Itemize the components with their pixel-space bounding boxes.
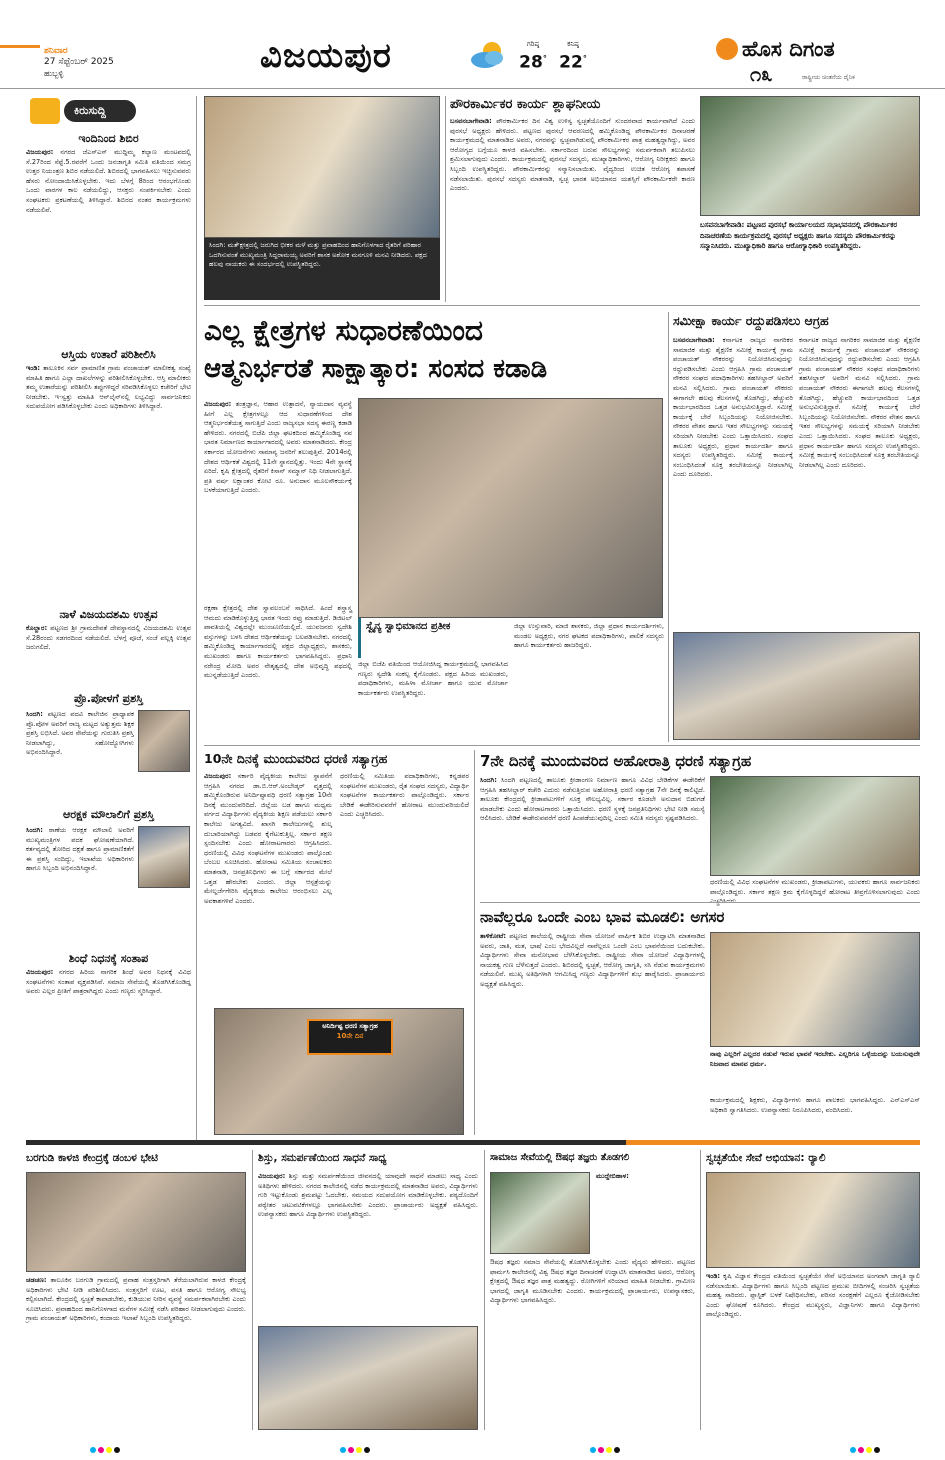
brief-item bbox=[26, 952, 191, 1132]
story-body: ಕೃಷಿ ವಿಜ್ಞಾನ ಕೇಂದ್ರದ ವತಿಯಿಂದ ಸ್ವಚ್ಛತೆಯೇ ಸೇವೆ ಅಭಿಯಾನದ ಅಂಗವಾಗಿ ಜಾಗೃತಿ ರ್‍ಯಾಲಿ ನಡೆಸಲಾಯಿತು. ವಿದ್ಯಾರ್ಥಿಗಳು ಹಾಗೂ ಸಿಬ್ಬಂದಿ ಪಟ್ಟಣದ ಪ್ರಮುಖ ಬೀದಿಗಳಲ್ಲಿ ಸಂಚರಿಸಿ ಸ್ವಚ್ಛತೆಯ ಮಹತ್ವ ಸಾರಿದರು. ಪ್ಲಾಸ್ಟಿಕ್ ಬಳಕೆ ನಿಷೇಧಿಸಬೇಕು, ಪರಿಸರ ಸಂರಕ್ಷಣೆಗೆ ಎಲ್ಲರೂ ಕೈಜೋಡಿಸಬೇಕು ಎಂದು ಘೋಷಣೆ ಕೂಗಿದರು. ಕೇಂದ್ರದ ಮುಖ್ಯಸ್ಥರು, ವಿಜ್ಞಾನಿಗಳು ಹಾಗೂ ವಿದ್ಯಾರ್ಥಿಗಳು ಪಾಲ್ಗೊಂಡಿದ್ದರು. bbox=[706, 1272, 920, 1319]
brief-body: ಪಟ್ಟಣದ ಪದವಿ ಕಾಲೇಜಿನ ಪ್ರಾಧ್ಯಾಪಕ ಪ್ರೊ.ಪೋಳ ಅವರಿಗೆ ರಾಜ್ಯ ಮಟ್ಟದ ಅತ್ಯುತ್ತಮ ಶಿಕ್ಷಕ ಪ್ರಶಸ್ತಿ ಲಭಿಸಿದೆ. ಅವರ ಸೇವೆಯನ್ನು ಗುರುತಿಸಿ ಪ್ರಶಸ್ತಿ ನೀಡಲಾಗಿದ್ದು, ಸಹೋದ್ಯೋಗಿಗಳು ಅಭಿನಂದಿಸಿದ್ದಾರೆ. bbox=[26, 710, 134, 757]
masthead bbox=[0, 0, 945, 90]
bottom-photo bbox=[258, 1326, 478, 1430]
story-dateline: ಸಿಂದಗಿ: bbox=[480, 776, 497, 784]
samikshe-photo bbox=[673, 632, 920, 740]
portrait-photo bbox=[138, 710, 190, 772]
story-body: ಕರ್ನಾಟಕ ರಾಜ್ಯದ ನಾಗರಿಕರ ಸಾಮಾಜಿಕ ಮತ್ತು ಶೈಕ್ಷಣಿಕ ಸಮೀಕ್ಷೆ ಕಾರ್ಯಕ್ಕೆ ಗ್ರಾಮ ಪಂಚಾಯತ್ ನೌಕರರನ್ನು ನಿಯೋಜಿಸಿರುವುದನ್ನು ರದ್ದುಪಡಿಸಬೇಕು ಎಂದು ಆಗ್ರಹಿಸಿ ಗ್ರಾಮ ಪಂಚಾಯತ್ ನೌಕರರ ಸಂಘದ ಪದಾಧಿಕಾರಿಗಳು ತಹಸೀಲ್ದಾರ್ ಅವರಿಗೆ ಮನವಿ ಸಲ್ಲಿಸಿದರು. ಗ್ರಾಮ ಪಂಚಾಯತ್ ನೌಕರರು ಈಗಾಗಲೇ ಹಲವು ಕೆಲಸಗಳಲ್ಲಿ ತೊಡಗಿದ್ದು, ಹೆಚ್ಚುವರಿ ಕಾರ್ಯಭಾರದಿಂದ ಒತ್ತಡ ಅನುಭವಿಸುತ್ತಿದ್ದಾರೆ. ಸಮೀಕ್ಷೆ ಕಾರ್ಯಕ್ಕೆ ಬೇರೆ ಸಿಬ್ಬಂದಿಯನ್ನು ನಿಯೋಜಿಸಬೇಕು. ನೌಕರರ ವೇತನ ಹಾಗೂ ಇತರ ಸೌಲಭ್ಯಗಳನ್ನು ಸಮಯಕ್ಕೆ ಸರಿಯಾಗಿ ನೀಡಬೇಕು ಎಂದು ಒತ್ತಾಯಿಸಿದರು. ಸಂಘದ ತಾಲೂಕು ಅಧ್ಯಕ್ಷರು, ಪ್ರಧಾನ ಕಾರ್ಯದರ್ಶಿ ಹಾಗೂ ಸದಸ್ಯರು ಉಪಸ್ಥಿತರಿದ್ದರು. ಸಮೀಕ್ಷೆ ಕಾರ್ಯಕ್ಕೆ ಸಂಬಂಧಿಸಿದಂತೆ ಸೂಕ್ತ ತರಬೇತಿಯನ್ನೂ ನೀಡಲಾಗಿಲ್ಲ ಎಂದು ದೂರಿದರು. bbox=[673, 336, 793, 479]
story-dateline: ಇಂಡಿ: bbox=[706, 1272, 720, 1280]
brief-title: ಇಂದಿನಿಂದ ಶಿಬಿರ bbox=[78, 132, 139, 145]
date-label: 27 ಸೆಪ್ಟೆಂಬರ್ 2025 bbox=[44, 57, 114, 67]
story-dateline: ವಿಜಯಪುರ: bbox=[258, 1172, 286, 1180]
section-divider bbox=[480, 902, 920, 903]
min-temp: 22 bbox=[559, 52, 583, 73]
paurakarmika-photo bbox=[700, 96, 920, 216]
brief-title: ಆಸ್ತಿಯ ಉತಾರೆ ಪರಿಶೀಲಿಸಿ bbox=[61, 348, 156, 361]
story-headline: 7ನೇ ದಿನಕ್ಕೆ ಮುಂದುವರಿದ ಅಹೋರಾತ್ರಿ ಧರಣಿ ಸತ್ಯಾಗ್ರಹ bbox=[480, 752, 752, 770]
min-deg: ° bbox=[582, 54, 587, 63]
story-body-2: ಧರಣಿಯಲ್ಲಿ ವಿವಿಧ ಸಂಘಟನೆಗಳ ಮುಖಂಡರು, ಕ್ರೀಡಾಪಟುಗಳು, ಯುವಕರು ಹಾಗೂ ಸಾರ್ವಜನಿಕರು ಪಾಲ್ಗೊಂಡಿದ್ದರು. ಸರ್ಕಾರ ತಕ್ಷಣ ಕ್ರಮ ಕೈಗೊಳ್ಳದಿದ್ದರೆ ಹೋರಾಟ ತೀವ್ರಗೊಳಿಸಲಾಗುವುದು ಎಂದು bbox=[710, 878, 920, 896]
column-divider bbox=[668, 312, 669, 742]
lead-col-1 bbox=[204, 400, 352, 600]
bottom-story bbox=[490, 1150, 695, 1430]
bottom-story bbox=[706, 1150, 920, 1430]
story-dateline: ತಾಳಿಕೋಟೆ: bbox=[480, 932, 506, 940]
column-divider bbox=[484, 1150, 485, 1430]
brief-title: ಪ್ರೊ.ಪೋಳಗೆ ಪ್ರಶಸ್ತಿ bbox=[74, 692, 143, 705]
min-temp-block bbox=[553, 40, 593, 74]
lead-col-4 bbox=[514, 622, 664, 740]
max-temp: 28 bbox=[519, 52, 543, 73]
min-label: ಕನಿಷ್ಠ bbox=[567, 40, 579, 48]
brief-dateline: ಸಿಂದಗಿ: bbox=[26, 826, 43, 834]
story-body-2: ಧರಣಿಯಲ್ಲಿ ಸಮಿತಿಯ ಪದಾಧಿಕಾರಿಗಳು, ಕನ್ನಡಪರ ಸಂಘಟನೆಗಳ ಮುಖಂಡರು, ರೈತ ಸಂಘದ ಸದಸ್ಯರು, ವಿದ್ಯಾರ್ಥಿ ಸಂಘಟನೆಗಳ ಕಾರ್ಯಕರ್ತರು ಪಾಲ್ಗೊಂಡಿದ್ದರು. ಸರ್ಕಾರ ಬೇಡಿಕೆ ಈಡೇರಿಸುವವರೆಗೆ ಹೋರಾಟ ಮುಂದುವರಿಯಲಿದೆ ಎಂದು ಎಚ್ಚರಿಸಿದರು. bbox=[340, 772, 469, 819]
lead-col-3 bbox=[358, 660, 508, 740]
brief-body: ತಾಲೂಕಿನ ಸರ್ವ ಪ್ರಾಮಾಣಿತ ಗ್ರಾಮ ಪಂಚಾಯತ್ ಮಾಲೀಕತ್ವ ಸಂಖ್ಯೆ ಮಾಹಿತಿ ಹಾಗೂ ಎಲ್ಲಾ ದಾಖಲೆಗಳನ್ನು ಪರಿಶೀಲಿಸಿಕೊಳ್ಳಬೇಕು. ಆಸ್ತಿ ಮಾಲೀಕರು ತಮ್ಮ ಉತಾರೆಯನ್ನು ಪರಿಶೀಲಿಸಿ ತಪ್ಪುಗಳಿದ್ದರೆ ಸರಿಪಡಿಸಿಕೊಳ್ಳಲು ಕಚೇರಿಗೆ ಭೇಟಿ ನೀಡಬೇಕು. ಇ-ಸ್ವತ್ತು ಮಾಹಿತಿ ಆನ್‌ಲೈನ್‌ನಲ್ಲಿ ಲಭ್ಯವಿದ್ದು ಸಾರ್ವಜನಿಕರು ಸದುಪಯೋಗ ಪಡಿಸಿಕೊಳ್ಳಬೇಕು ಎಂದು ಅಧಿಕಾರಿಗಳು ತಿಳಿಸಿದ್ದಾರೆ. bbox=[26, 364, 191, 411]
bottom-photo bbox=[26, 1172, 246, 1272]
lead-body-2: ರಕ್ಷಣಾ ಕ್ಷೇತ್ರದಲ್ಲಿ ದೇಶ ಸ್ವಾವಲಂಬನೆ ಸಾಧಿಸಿದೆ. ಹಿಂದೆ ಶಸ್ತ್ರಾಸ್ತ್ರ ಆಮದು ಮಾಡಿಕೊಳ್ಳುತ್ತಿದ್ದ ಭಾರತ ಇಂದು ರಫ್ತು ಮಾಡುತ್ತಿದೆ. ಡಿಜಿಟಲ್ ಪಾವತಿಯಲ್ಲಿ ವಿಶ್ವದಲ್ಲೇ ಮುಂಚೂಣಿಯಲ್ಲಿದೆ. ಯುವಜನರು ಸ್ವದೇಶಿ ವಸ್ತುಗಳನ್ನು ಬಳಸಿ ದೇಶದ ಆರ್ಥಿಕತೆಯನ್ನು ಬಲಪಡಿಸಬೇಕು. ನಗರದಲ್ಲಿ ಹಮ್ಮಿಕೊಂಡಿದ್ದ ಕಾರ್ಯಾಗಾರದಲ್ಲಿ ಪಕ್ಷದ ಜಿಲ್ಲಾಧ್ಯಕ್ಷರು, ಶಾಸಕರು, ಮುಖಂಡರು ಹಾಗೂ ಕಾರ್ಯಕರ್ತರು ಭಾಗವಹಿಸಿದ್ದರು. ಪ್ರಧಾನಿ ನರೇಂದ್ರ ಮೋದಿ ಅವರ ನೇತೃತ್ವದಲ್ಲಿ ದೇಶ ಅಭಿವೃದ್ಧಿ ಪಥದಲ್ಲಿ ಮುನ್ನಡೆಯುತ್ತಿದೆ ಎಂದರು. bbox=[204, 604, 352, 680]
story-body: ಪಟ್ಟಣದ ಶಾಲೆಯಲ್ಲಿ ರಾಷ್ಟ್ರೀಯ ಸೇವಾ ಯೋಜನೆ ವಾರ್ಷಿಕ ಶಿಬಿರ ಉದ್ಘಾಟಿಸಿ ಮಾತನಾಡಿದ ಅವರು, ಜಾತಿ, ಮತ, ಭಾಷೆ ಎಂಬ ಭೇದವಿಲ್ಲದೆ ನಾವೆಲ್ಲರೂ ಒಂದೇ ಎಂಬ ಭಾವನೆಯಿಂದ ಬದುಕಬೇಕು. ವಿದ್ಯಾರ್ಥಿಗಳು ಸೇವಾ ಮನೋಭಾವ ಬೆಳೆಸಿಕೊಳ್ಳಬೇಕು. ರಾಷ್ಟ್ರೀಯ ಸೇವಾ ಯೋಜನೆ ವಿದ್ಯಾರ್ಥಿಗಳಲ್ಲಿ ನಾಯಕತ್ವ ಗುಣ ಬೆಳೆಸುತ್ತದೆ ಎಂದರು. ಶಿಬಿರದಲ್ಲಿ ಸ್ವಚ್ಛತೆ, ಆರೋಗ್ಯ ಜಾಗೃತಿ, ಸಸಿ ನೆಡುವ ಕಾರ್ಯಕ್ರಮಗಳು ನಡೆಯಲಿವೆ. ಮುಖ್ಯ ಅತಿಥಿಗಳಾಗಿ ಆಗಮಿಸಿದ್ದ ಗಣ್ಯರು ವಿದ್ಯಾರ್ಥಿಗಳಿಗೆ ಶುಭ ಹಾರೈಸಿದರು. ಪ್ರಾಚಾರ್ಯರು ಅಧ್ಯಕ್ಷತೆ ವಹಿಸಿದ್ದರು. bbox=[480, 932, 705, 988]
registration-marks bbox=[590, 1438, 640, 1448]
brief-body: ಪಟ್ಟಣದ ಶ್ರೀ ಗ್ರಾಮದೇವತೆ ದೇವಸ್ಥಾನದಲ್ಲಿ ವಿಜಯದಶಮಿ ಉತ್ಸವ ಸೆ.28ರಂದು ಸಡಗರದಿಂದ ನಡೆಯಲಿದೆ. ಬೆಳಗ್ಗೆ ಪೂಜೆ, ಸಂಜೆ ಪಲ್ಲಕ್ಕಿ ಉತ್ಸವ ಜರುಗಲಿದೆ. bbox=[26, 624, 191, 652]
lead-photo-caption bbox=[358, 618, 508, 658]
lead-headline-line2: ಆತ್ಮನಿರ್ಭರತೆ ಸಾಕ್ಷಾತ್ಕಾರ: ಸಂಸದ ಕಡಾಡಿ bbox=[204, 354, 548, 384]
lead-headline-line1: ಎಲ್ಲ ಕ್ಷೇತ್ರಗಳ ಸುಧಾರಣೆಯಿಂದ bbox=[204, 314, 483, 347]
masthead-date-block bbox=[44, 46, 164, 90]
lead-body-4: ಜಿಲ್ಲಾ ಉಸ್ತುವಾರಿ, ಮಾಜಿ ಶಾಸಕರು, ಜಿಲ್ಲಾ ಪ್ರಧಾನ ಕಾರ್ಯದರ್ಶಿಗಳು, ಮಂಡಲ ಅಧ್ಯಕ್ಷರು, ನಗರ ಘಟಕದ ಪದಾಧಿಕಾರಿಗಳು, ಪಾಲಿಕೆ ಸದಸ್ಯರು ಹಾಗೂ ಕಾರ್ಯಕರ್ತರು ಹಾಜರಿದ್ದರು. bbox=[514, 622, 664, 650]
brand-name: ಹೊಸ ದಿಗಂತ bbox=[742, 37, 835, 61]
lead-body-3: ಜಿಲ್ಲಾ ಬಿಜೆಪಿ ವತಿಯಿಂದ ಆಯೋಜಿಸಿದ್ದ ಕಾರ್ಯಕ್ರಮದಲ್ಲಿ ಭಾಗವಹಿಸಿದ ಗಣ್ಯರು ಸ್ವದೇಶಿ ಸಂಕಲ್ಪ ಕೈಗೊಂಡರು. ಪಕ್ಷದ ಹಿರಿಯ ಮುಖಂಡರು, ಪದಾಧಿಕಾರಿಗಳು, ಮಹಿಳಾ ಮೋರ್ಚಾ ಹಾಗೂ ಯುವ ಮೋರ್ಚಾ ಕಾರ್ಯಕರ್ತರು ಉಪಸ್ಥಿತರಿದ್ದರು. bbox=[358, 660, 508, 697]
dharani-banner bbox=[307, 1019, 393, 1055]
story-body-2: ಕಾರ್ಯಕ್ರಮದಲ್ಲಿ ಶಿಕ್ಷಕರು, ವಿದ್ಯಾರ್ಥಿಗಳು ಹಾಗೂ ಪಾಲಕರು ಭಾಗವಹಿಸಿದ್ದರು. ಎನ್‌ಎಸ್‌ಎಸ್ ಅಧಿಕಾರಿ ಸ್ವಾಗತಿಸಿದರು. ಉಪನ್ಯಾಸಕರು ನಿರೂಪಿಸಿದರು, ವಂದಿಸಿದರು. bbox=[710, 1096, 920, 1114]
brand-tagline: ರಾಷ್ಟ್ರೀಯ ಚಿಂತನೆಯ ದೈನಿಕ bbox=[802, 74, 855, 81]
bottom-divider-dark bbox=[26, 1140, 626, 1145]
story-headline: ನಾವೆಲ್ಲರೂ ಒಂದೇ ಎಂಬ ಭಾವ ಮೂಡಲಿ: ಅಗಸರ bbox=[480, 908, 725, 926]
column-divider bbox=[474, 750, 475, 1135]
lead-photo-caption-title: ಸ್ವೈನ್ಯ ಸ್ವಾಭಿಮಾನದ ಪ್ರತೀಕ bbox=[366, 621, 451, 632]
section-divider bbox=[204, 305, 920, 306]
story-headline: ಸಮೀಕ್ಷಾ ಕಾರ್ಯ ರದ್ದುಪಡಿಸಲು ಆಗ್ರಹ bbox=[673, 313, 829, 328]
brief-item bbox=[26, 348, 191, 598]
lead-photo bbox=[358, 398, 663, 618]
banner-title: ಅನಿರ್ದಿಷ್ಟ ಧರಣಿ ಸತ್ಯಾಗ್ರಹ bbox=[322, 1022, 378, 1030]
bottom-story bbox=[258, 1150, 478, 1430]
section-divider bbox=[204, 745, 920, 746]
bottom-story bbox=[26, 1150, 246, 1430]
weather-icon bbox=[468, 38, 508, 72]
lead-dateline: ವಿಜಯಪುರ: bbox=[204, 400, 232, 408]
samikshe-story bbox=[673, 312, 920, 742]
dharani10-photo bbox=[214, 1008, 464, 1135]
brief-body: ಠಾಣೆಯ ಆರಕ್ಷಕ ಮೌಲಾಲಿ ಅವರಿಗೆ ಮುಖ್ಯಮಂತ್ರಿಗಳ ಪದಕ ಘೋಷಣೆಯಾಗಿದೆ. ಕರ್ತವ್ಯದಲ್ಲಿ ತೋರಿದ ದಕ್ಷತೆ ಹಾಗೂ ಪ್ರಾಮಾಣಿಕತೆಗೆ ಈ ಪ್ರಶಸ್ತಿ ಸಂದಿದ್ದು, ಇಲಾಖೆಯ ಅಧಿಕಾರಿಗಳು ಹಾಗೂ ಸಿಬ್ಬಂದಿ ಅಭಿನಂದಿಸಿದ್ದಾರೆ. bbox=[26, 826, 134, 873]
page-title: ವಿಜಯಪುರ bbox=[260, 36, 392, 76]
story-headline: 10ನೇ ದಿನಕ್ಕೆ ಮುಂದುವರಿದ ಧರಣಿ ಸತ್ಯಾಗ್ರಹ bbox=[204, 751, 388, 766]
day-label: ಶನಿವಾರ bbox=[44, 46, 68, 56]
hand-icon bbox=[30, 98, 60, 124]
top-photo bbox=[204, 96, 440, 238]
story-dateline: ಮುದ್ದೇಬಿಹಾಳ: bbox=[596, 1172, 629, 1180]
page-number: ೧೩ bbox=[750, 62, 773, 86]
naavellaru-photo bbox=[710, 932, 920, 1047]
masthead-rule bbox=[0, 88, 945, 89]
kirusuddi-header bbox=[26, 96, 191, 126]
brief-title: ಆರಕ್ಷಕ ಮೌಲಾಲಿಗೆ ಪ್ರಶಸ್ತಿ bbox=[63, 808, 154, 821]
masthead-orange-line bbox=[0, 45, 40, 48]
lead-body-1: ತಂತ್ರಜ್ಞಾನ, ಆಹಾರ ಉತ್ಪಾದನೆ, ನ್ಯಾಯದಾನ ವ್ಯವಸ್ಥೆ ಹೀಗೆ ಎಲ್ಲ ಕ್ಷೇತ್ರಗಳಲ್ಲೂ ಆದ ಸುಧಾರಣೆಗಳಿಂದ ದೇಶ ಆತ್ಮನಿರ್ಭರತೆಯತ್ತ ಸಾಗುತ್ತಿದೆ ಎಂದು ರಾಜ್ಯಸಭಾ ಸದಸ್ಯ ಈರಣ್ಣ ಕಡಾಡಿ ಹೇಳಿದರು. ನಗರದಲ್ಲಿ ಬಿಜೆಪಿ ಜಿಲ್ಲಾ ಘಟಕದಿಂದ ಹಮ್ಮಿಕೊಂಡಿದ್ದ ನವ ಭಾರತ ನಿರ್ಮಾಣದ ಕಾರ್ಯಾಗಾರದಲ್ಲಿ ಅವರು ಮಾತನಾಡಿದರು. ಕೇಂದ್ರ ಸರ್ಕಾರದ ಯೋಜನೆಗಳು ಸಾಮಾನ್ಯ ಜನರಿಗೆ ತಲುಪುತ್ತಿವೆ. 2014ರಲ್ಲಿ ದೇಶದ ಆರ್ಥಿಕತೆ ವಿಶ್ವದಲ್ಲಿ 11ನೇ ಸ್ಥಾನದಲ್ಲಿತ್ತು. ಇಂದು 4ನೇ ಸ್ಥಾನಕ್ಕೆ ಏರಿದೆ. ಕೃಷಿ ಕ್ಷೇತ್ರದಲ್ಲಿ ರೈತರಿಗೆ ಕಿಸಾನ್ ಸಮ್ಮಾನ್ ನಿಧಿ ನೀಡಲಾಗುತ್ತಿದೆ. ಪ್ರತಿ ವರ್ಷ ಲಕ್ಷಾಂತರ ಕೋಟಿ ರೂ. ಅನುದಾನ ಮೂಲಸೌಕರ್ಯಕ್ಕೆ ಬಳಕೆಯಾಗುತ್ತಿದೆ ಎಂದರು. bbox=[204, 400, 352, 495]
brief-dateline: ವಿಜಯಪುರ: bbox=[26, 148, 54, 156]
lead-col-1b bbox=[204, 604, 352, 740]
photo-caption: ನಾವು ಎಲ್ಲರಿಗೆ ಎಲ್ಲದರ ನಡುವೆ ಇರುವ ಭಾವನೆ ಇರಬೇಕು. ಎಲ್ಲರಿಗೂ ಒಳ್ಳೆಯದನ್ನು ಬಯಸುವುದೇ ನಿಜವಾದ ಮಾನವ ಧರ್ಮ. bbox=[710, 1050, 920, 1068]
dharani10-story bbox=[204, 750, 469, 1135]
registration-marks bbox=[850, 1438, 900, 1448]
column-divider bbox=[196, 96, 197, 1141]
brief-title: ನಾಳೆ ವಿಜಯದಶಮಿ ಉತ್ಸವ bbox=[59, 608, 158, 621]
brief-dateline: ಇಂಡಿ: bbox=[26, 364, 40, 372]
portrait-photo bbox=[138, 826, 190, 888]
ahoratri-story bbox=[480, 750, 920, 900]
brief-dateline: ಸಿಂದಗಿ: bbox=[26, 710, 43, 718]
story-dateline: ಚಡಚಣ: bbox=[26, 1276, 47, 1284]
banner-sub: 10ನೇ ದಿನ bbox=[336, 1032, 364, 1040]
story-headline: ಸ್ವಚ್ಛತೆಯೇ ಸೇವೆ ಅಭಿಯಾನ: ರ್‍ಯಾಲಿ bbox=[706, 1152, 826, 1164]
brief-item bbox=[26, 692, 191, 804]
ahoratri-photo bbox=[710, 776, 920, 876]
story-body: ಔಷಧ ತಜ್ಞರು ಸಮಾಜ ಸೇವೆಯಲ್ಲಿ ತೊಡಗಿಸಿಕೊಳ್ಳಬೇಕು ಎಂದು ವೈದ್ಯರು ಹೇಳಿದರು. ಪಟ್ಟಣದ ಫಾರ್ಮಸಿ ಕಾಲೇಜಿನಲ್ಲಿ ವಿಶ್ವ ಔಷಧ ತಜ್ಞರ ದಿನಾಚರಣೆ ಉದ್ಘಾಟಿಸಿ ಮಾತನಾಡಿದ ಅವರು, ಆರೋಗ್ಯ ಕ್ಷೇತ್ರದಲ್ಲಿ ಔಷಧ ತಜ್ಞರ ಪಾತ್ರ ಮಹತ್ವದ್ದು. ರೋಗಿಗಳಿಗೆ ಸರಿಯಾದ ಮಾಹಿತಿ ನೀಡಬೇಕು. ಗ್ರಾಮೀಣ ಭಾಗದಲ್ಲಿ ಜಾಗೃತಿ ಮೂಡಿಸಬೇಕು ಎಂದರು. ಕಾರ್ಯಕ್ರಮದಲ್ಲಿ ಪ್ರಾಚಾರ್ಯರು, ಉಪನ್ಯಾಸಕರು, ವಿದ್ಯಾರ್ಥಿಗಳು ಭಾಗವಹಿಸಿದ್ದರು. bbox=[490, 1258, 695, 1305]
registration-marks bbox=[340, 1438, 390, 1448]
brief-dateline: ಕೊಲ್ಹಾರ: bbox=[26, 624, 48, 632]
bottom-photo bbox=[490, 1172, 590, 1254]
brief-item bbox=[26, 608, 191, 688]
max-temp-block bbox=[513, 40, 553, 74]
story-body: ಶಿಸ್ತು ಮತ್ತು ಸಮರ್ಪಣೆಯಿಂದ ಜೀವನದಲ್ಲಿ ಯಾವುದೇ ಸಾಧನೆ ಮಾಡಲು ಸಾಧ್ಯ ಎಂದು ಅತಿಥಿಗಳು ಹೇಳಿದರು. ನಗರದ ಕಾಲೇಜಿನಲ್ಲಿ ನಡೆದ ಕಾರ್ಯಕ್ರಮದಲ್ಲಿ ಮಾತನಾಡಿದ ಅವರು, ವಿದ್ಯಾರ್ಥಿಗಳು ಗುರಿ ಇಟ್ಟುಕೊಂಡು ಶ್ರಮಪಟ್ಟು ಓದಬೇಕು. ಸಮಯದ ಸದುಪಯೋಗ ಮಾಡಿಕೊಳ್ಳಬೇಕು. ಪಠ್ಯದೊಂದಿಗೆ ಪಠ್ಯೇತರ ಚಟುವಟಿಕೆಗಳಲ್ಲೂ ಭಾಗವಹಿಸಬೇಕು ಎಂದರು. ಪ್ರಾಚಾರ್ಯರು ಅಧ್ಯಕ್ಷತೆ ವಹಿಸಿದ್ದರು. ಉಪನ್ಯಾಸಕರು ಹಾಗೂ ವಿದ್ಯಾರ್ಥಿಗಳು ಉಪಸ್ಥಿತರಿದ್ದರು. bbox=[258, 1172, 478, 1219]
max-label: ಗರಿಷ್ಠ bbox=[526, 40, 540, 48]
top-photo-caption: ಸಿಂದಗಿ: ಮತ್ಕ್ಷೇತ್ರದಲ್ಲಿ ಜರುಗಿದ ಭೀಕರ ಮಳೆ ಮತ್ತು ಪ್ರವಾಹದಿಂದ ಹಾನಿಗೊಳಗಾದ ರೈತರಿಗೆ ಪರಿಹಾರ ಒದಗಿಸುವಂತೆ ಮುಖ್ಯಮಂತ್ರಿ ಸಿದ್ದರಾಮಯ್ಯ ಅವರಿಗೆ ಶಾಸಕ ಅಶೋಕ ಮನಗೂಳಿ ಮನವಿ ನೀಡಿದರು. ಪಕ್ಷದ ಹಲವು ನಾಯಕರು ಈ ಸಂದರ್ಭದಲ್ಲಿ ಉಪಸ್ಥಿತರಿದ್ದರು. bbox=[204, 238, 440, 300]
max-deg: ° bbox=[542, 54, 547, 63]
brand-emblem-icon bbox=[716, 38, 738, 60]
brief-item bbox=[26, 808, 191, 948]
lead-headline bbox=[204, 312, 664, 392]
registration-marks bbox=[90, 1438, 140, 1448]
bottom-divider-accent bbox=[626, 1140, 920, 1145]
kirusuddi-column bbox=[26, 96, 191, 1141]
naavellaru-story bbox=[480, 906, 920, 1136]
story-dateline: ಬಸವನಬಾಗೇವಾಡಿ: bbox=[450, 117, 492, 125]
story-body: ತಾಲೂಕಿನ ಬರಗುಡಿ ಗ್ರಾಮದಲ್ಲಿ ಪ್ರವಾಹ ಸಂತ್ರಸ್ತರಿಗಾಗಿ ತೆರೆಯಲಾಗಿರುವ ಕಾಳಜಿ ಕೇಂದ್ರಕ್ಕೆ ಅಧಿಕಾರಿಗಳು ಭೇಟಿ ನೀಡಿ ಪರಿಶೀಲಿಸಿದರು. ಸಂತ್ರಸ್ತರಿಗೆ ಊಟ, ವಸತಿ ಹಾಗೂ ಆರೋಗ್ಯ ಸೌಲಭ್ಯ ಕಲ್ಪಿಸಲಾಗಿದೆ. ಕೇಂದ್ರದಲ್ಲಿ ಸ್ವಚ್ಛತೆ ಕಾಪಾಡಬೇಕು, ಕುಡಿಯುವ ನೀರಿನ ವ್ಯವಸ್ಥೆ ಸಮರ್ಪಕವಾಗಿರಬೇಕು ಎಂದು ಸೂಚಿಸಿದರು. ಪ್ರವಾಹದಿಂದ ಹಾನಿಗೊಳಗಾದ ಮನೆಗಳ ಸಮೀಕ್ಷೆ ನಡೆಸಿ ಪರಿಹಾರ ನೀಡಲಾಗುವುದು ಎಂದರು. ಗ್ರಾಮ ಪಂಚಾಯತ್ ಅಧಿಕಾರಿಗಳು, ಕಂದಾಯ ಇಲಾಖೆ ಸಿಬ್ಬಂದಿ ಉಪಸ್ಥಿತರಿದ್ದರು. bbox=[26, 1276, 246, 1323]
brief-item bbox=[26, 132, 191, 292]
column-divider bbox=[252, 1150, 253, 1430]
column-divider bbox=[700, 1150, 701, 1430]
story-headline: ಪೌರಕಾರ್ಮಿಕರ ಕಾರ್ಯ ಶ್ಲಾಘನೀಯ bbox=[450, 97, 601, 112]
story-body: ಸಿಂದಗಿ ಪಟ್ಟಣದಲ್ಲಿ ತಾಲೂಕು ಕ್ರೀಡಾಂಗಣ ನಿರ್ಮಾಣ ಹಾಗೂ ವಿವಿಧ ಬೇಡಿಕೆಗಳ ಈಡೇರಿಕೆಗೆ ಆಗ್ರಹಿಸಿ ತಹಸೀಲ್ದಾರ್ ಕಚೇರಿ ಎದುರು ನಡೆಸುತ್ತಿರುವ ಅಹೋರಾತ್ರಿ ಧರಣಿ ಸತ್ಯಾಗ್ರಹ 7ನೇ ದಿನಕ್ಕೆ ಕಾಲಿಟ್ಟಿದೆ. ತಾಲೂಕು ಕೇಂದ್ರದಲ್ಲಿ ಕ್ರೀಡಾಪಟುಗಳಿಗೆ ಸೂಕ್ತ ಸೌಲಭ್ಯವಿಲ್ಲ. ಸರ್ಕಾರ ಕೂಡಲೇ ಅನುದಾನ ಬಿಡುಗಡೆ ಮಾಡಬೇಕು ಎಂದು ಹೋರಾಟಗಾರರು ಒತ್ತಾಯಿಸಿದರು. ಧರಣಿ ಸ್ಥಳಕ್ಕೆ ಜನಪ್ರತಿನಿಧಿಗಳು ಭೇಟಿ ನೀಡಿ ಸಮಸ್ಯೆ ಆಲಿಸಿದರು. ಬೇಡಿಕೆ ಈಡೇರುವವರೆಗೆ ಧರಣಿ ಹಿಂಪಡೆಯುವುದಿಲ್ಲ ಎಂದು ಸಮಿತಿ ಸದಸ್ಯರು ಸ್ಪಷ್ಟಪಡಿಸಿದರು. bbox=[480, 776, 705, 823]
paurakarmika-caption: ಬಸವನಬಾಗೇವಾಡಿ: ಪಟ್ಟಣದ ಪುರಸಭೆ ಕಾರ್ಯಾಲಯದ ಸಭಾಭವನದಲ್ಲಿ ಪೌರಕಾರ್ಮಿಕರ ದಿನಾಚರಣೆಯ ಕಾರ್ಯಕ್ರಮದಲ್ಲಿ ಪುರಸಭೆ ಅಧ್ಯಕ್ಷರು ಹಾಗೂ ಸದಸ್ಯರು ಪೌರಕಾರ್ಮಿಕರನ್ನು ಸನ್ಮಾನಿಸಿದರು. ಮುಖ್ಯಾಧಿಕಾರಿ ಹಾಗೂ ಆರೋಗ್ಯಾಧಿಕಾರಿ ಉಪಸ್ಥಿತರಿದ್ದರು. bbox=[700, 221, 898, 250]
brief-dateline: ವಿಜಯಪುರ: bbox=[26, 968, 54, 976]
kirusuddi-label: ಕಿರುಸುದ್ದಿ bbox=[74, 104, 106, 117]
paurakarmika-story bbox=[450, 96, 695, 302]
story-headline: ಸಾಮಾಜ ಸೇವೆಯಲ್ಲಿ ಔಷಧ ತಜ್ಞರು ತೊಡಗಲಿ bbox=[490, 1152, 630, 1163]
story-headline: ಬರಗುಡಿ ಕಾಳಜಿ ಕೇಂದ್ರಕ್ಕೆ ಡಂಬಳ ಭೇಟಿ bbox=[26, 1152, 158, 1164]
brief-body: ನಗರದ ಜೆಎಸ್‌ಎಸ್ ಮುದ್ದಿಮ್ಮ ಕಲ್ಯಾಣ ಮಂಟಪದಲ್ಲಿ ಸೆ.27ರಿಂದ ಸೆಪ್ಟೆ.5.ರವರೆಗೆ ಒಂದು ಜನಜಾಗೃತಿ ಸಮಿತಿ ವತಿಯಿಂದ ಸಮಗ್ರ ಉತ್ತರ ನಿಯಂತ್ರಣ ಶಿಬಿರ ನಡೆಯಲಿದೆ. ಶಿಬಿರದಲ್ಲಿ ಭಾಗವಹಿಸಲು ಇಚ್ಛಿಸುವವರು ಹೆಸರು ನೋಂದಾಯಿಸಿಕೊಳ್ಳಬೇಕು. ಇದು ಬೆಳಗ್ಗೆ 8ರಿಂದ ಆರಂಭಗೊಂಡು ಒಂದು ವಾರಗಳ ಕಾಲ ನಡೆಯಲಿದ್ದು, ಆಸಕ್ತರು ಸಂಪರ್ಕಿಸಬೇಕು ಎಂದು ಸಂಘಟಕರು ಪ್ರಕಟಣೆಯಲ್ಲಿ ತಿಳಿಸಿದ್ದಾರೆ. ಶಿಬಿರದ ನಂತರ ಕಾರ್ಯಕ್ರಮಗಳು ನಡೆಯಲಿವೆ. bbox=[26, 148, 191, 214]
story-body-cont: ಕರ್ನಾಟಕ ರಾಜ್ಯದ ನಾಗರಿಕರ ಸಾಮಾಜಿಕ ಮತ್ತು ಶೈಕ್ಷಣಿಕ ಸಮೀಕ್ಷೆ ಕಾರ್ಯಕ್ಕೆ ಗ್ರಾಮ ಪಂಚಾಯತ್ ನೌಕರರನ್ನು ನಿಯೋಜಿಸಿರುವುದನ್ನು ರದ್ದುಪಡಿಸಬೇಕು ಎಂದು ಆಗ್ರಹಿಸಿ ಗ್ರಾಮ ಪಂಚಾಯತ್ ನೌಕರರ ಸಂಘದ ಪದಾಧಿಕಾರಿಗಳು ತಹಸೀಲ್ದಾರ್ ಅವರಿಗೆ ಮನವಿ ಸಲ್ಲಿಸಿದರು. ಗ್ರಾಮ ಪಂಚಾಯತ್ ನೌಕರರು ಈಗಾಗಲೇ ಹಲವು ಕೆಲಸಗಳಲ್ಲಿ ತೊಡಗಿದ್ದು, ಹೆಚ್ಚುವರಿ ಕಾರ್ಯಭಾರದಿಂದ ಒತ್ತಡ ಅನುಭವಿಸುತ್ತಿದ್ದಾರೆ. ಸಮೀಕ್ಷೆ ಕಾರ್ಯಕ್ಕೆ ಬೇರೆ ಸಿಬ್ಬಂದಿಯನ್ನು ನಿಯೋಜಿಸಬೇಕು. ನೌಕರರ ವೇತನ ಹಾಗೂ ಇತರ ಸೌಲಭ್ಯಗಳನ್ನು ಸಮಯಕ್ಕೆ ಸರಿಯಾಗಿ ನೀಡಬೇಕು ಎಂದು ಒತ್ತಾಯಿಸಿದರು. ಸಂಘದ ತಾಲೂಕು ಅಧ್ಯಕ್ಷರು, ಪ್ರಧಾನ ಕಾರ್ಯದರ್ಶಿ ಹಾಗೂ ಸದಸ್ಯರು ಉಪಸ್ಥಿತರಿದ್ದರು. ಸಮೀಕ್ಷೆ ಕಾರ್ಯಕ್ಕೆ ಸಂಬಂಧಿಸಿದಂತೆ ಸೂಕ್ತ ತರಬೇತಿಯನ್ನೂ ನೀಡಲಾಗಿಲ್ಲ ಎಂದು ದೂರಿದರು. bbox=[799, 336, 920, 469]
column-divider bbox=[445, 96, 446, 302]
brand-logo bbox=[716, 36, 902, 88]
story-body: ಸರ್ಕಾರಿ ವೈದ್ಯಕೀಯ ಕಾಲೇಜು ಸ್ಥಾಪನೆಗೆ ಆಗ್ರಹಿಸಿ ನಗರದ ಡಾ.ಬಿ.ಆರ್.ಅಂಬೇಡ್ಕರ್ ವೃತ್ತದಲ್ಲಿ ಹಮ್ಮಿಕೊಂಡಿರುವ ಅನಿರ್ದಿಷ್ಟಾವಧಿ ಧರಣಿ ಸತ್ಯಾಗ್ರಹ 10ನೇ ದಿನಕ್ಕೆ ಮುಂದುವರಿದಿದೆ. ಜಿಲ್ಲೆಯ ಬಡ ಹಾಗೂ ಮಧ್ಯಮ ವರ್ಗದ ವಿದ್ಯಾರ್ಥಿಗಳು ವೈದ್ಯಕೀಯ ಶಿಕ್ಷಣ ಪಡೆಯಲು ಸರ್ಕಾರಿ ಕಾಲೇಜು ಅಗತ್ಯವಿದೆ. ಖಾಸಗಿ ಕಾಲೇಜುಗಳಲ್ಲಿ ಶುಲ್ಕ ದುಬಾರಿಯಾಗಿದ್ದು ಬಡವರ ಕೈಗೆಟುಕುತ್ತಿಲ್ಲ. ಸರ್ಕಾರ ತಕ್ಷಣ ಸ್ಪಂದಿಸಬೇಕು ಎಂದು ಹೋರಾಟಗಾರರು ಆಗ್ರಹಿಸಿದರು. ಧರಣಿಯಲ್ಲಿ ವಿವಿಧ ಸಂಘಟನೆಗಳ ಮುಖಂಡರು ಪಾಲ್ಗೊಂಡು ಬೆಂಬಲ ಸೂಚಿಸಿದರು. ಹೋರಾಟ ಸಮಿತಿಯ ಸಂಚಾಲಕರು ಮಾತನಾಡಿ, ಜನಪ್ರತಿನಿಧಿಗಳು ಈ ಬಗ್ಗೆ ಸರ್ಕಾರದ ಮೇಲೆ ಒತ್ತಡ ಹೇರಬೇಕು ಎಂದರು. ಜಿಲ್ಲಾ ಆಸ್ಪತ್ರೆಯನ್ನು ಮೇಲ್ದರ್ಜೆಗೇರಿಸಿ ವೈದ್ಯಕೀಯ ಕಾಲೇಜು ಆರಂಭಿಸಲು ಎಲ್ಲ ಅವಕಾಶಗಳಿವೆ ಎಂದರು. bbox=[204, 772, 332, 905]
brief-body: ನಗರದ ಹಿರಿಯ ನಾಗರಿಕ ಶಿಂಧೆ ಅವರ ನಿಧನಕ್ಕೆ ವಿವಿಧ ಸಂಘಟನೆಗಳು ಸಂತಾಪ ವ್ಯಕ್ತಪಡಿಸಿವೆ. ಸಮಾಜ ಸೇವೆಯಲ್ಲಿ ತೊಡಗಿಸಿಕೊಂಡಿದ್ದ ಅವರು ಎಲ್ಲರ ಪ್ರೀತಿಗೆ ಪಾತ್ರರಾಗಿದ್ದರು ಎಂದು ಗಣ್ಯರು ಸ್ಮರಿಸಿದ್ದಾರೆ. bbox=[26, 968, 191, 996]
story-headline: ಶಿಸ್ತು, ಸಮರ್ಪಣೆಯಿಂದ ಸಾಧನೆ ಸಾಧ್ಯ bbox=[258, 1152, 387, 1164]
story-dateline: ವಿಜಯಪುರ: bbox=[204, 772, 232, 780]
story-body: ಪೌರಕಾರ್ಮಿಕರ ದಿನ ವಿಶ್ವ ಉಳಿಸ್ವ ಸ್ವಚ್ಛತೆಯೊಂದಿಗೆ ಸುಂದರವಾದ ಕಾರ್ಯವಾಗಿದೆ ಎಂದು ಪುರಸಭೆ ಅಧ್ಯಕ್ಷರು ಹೇಳಿದರು. ಪಟ್ಟಣದ ಪುರಸಭೆ ಆವರಣದಲ್ಲಿ ಹಮ್ಮಿಕೊಂಡಿದ್ದ ಪೌರಕಾರ್ಮಿಕರ ದಿನಾಚರಣೆ ಕಾರ್ಯಕ್ರಮದಲ್ಲಿ ಮಾತನಾಡಿದ ಅವರು, ನಗರವನ್ನು ಸ್ವಚ್ಛವಾಗಿಡುವಲ್ಲಿ ಪೌರಕಾರ್ಮಿಕರ ಪಾತ್ರ ಮಹತ್ವದ್ದಾಗಿದ್ದು, ಅವರ ಆರೋಗ್ಯದ ಬಗ್ಗೆಯೂ ಕಾಳಜಿ ವಹಿಸಬೇಕು. ಸರ್ಕಾರದಿಂದ ಬರುವ ಸೌಲಭ್ಯಗಳನ್ನು ಸಮರ್ಪಕವಾಗಿ ತಲುಪಿಸಲು ಶ್ರಮಿಸಲಾಗುವುದು ಎಂದರು. ಕಾರ್ಯಕ್ರಮದಲ್ಲಿ ಪುರಸಭೆ ಸದಸ್ಯರು, ಮುಖ್ಯಾಧಿಕಾರಿಗಳು, ಆರೋಗ್ಯ ನಿರೀಕ್ಷಕರು ಹಾಗೂ ಸಿಬ್ಬಂದಿ ಉಪಸ್ಥಿತರಿದ್ದರು. ಪೌರಕಾರ್ಮಿಕರನ್ನು ಸನ್ಮಾನಿಸಲಾಯಿತು. ವೈದ್ಯರಿಂದ ಉಚಿತ ಆರೋಗ್ಯ ತಪಾಸಣೆ ನಡೆಸಲಾಯಿತು. ಪುರಸಭೆ ಸದಸ್ಯರು ಮಾತನಾಡಿ, ಸ್ವಚ್ಛ ಭಾರತ ಅಭಿಯಾನದ ಯಶಸ್ಸಿಗೆ ಪೌರಕಾರ್ಮಿಕರೇ ಕಾರಣ ಎಂದರು. bbox=[450, 117, 695, 193]
story-dateline: ಬಸವನಬಾಗೇವಾಡಿ: bbox=[673, 336, 715, 344]
brief-title: ಶಿಂಧೆ ನಿಧನಕ್ಕೆ ಸಂತಾಪ bbox=[68, 952, 149, 965]
city-label: ಹುಬ್ಬಳ್ಳಿ bbox=[44, 69, 64, 78]
bottom-photo bbox=[706, 1172, 920, 1268]
